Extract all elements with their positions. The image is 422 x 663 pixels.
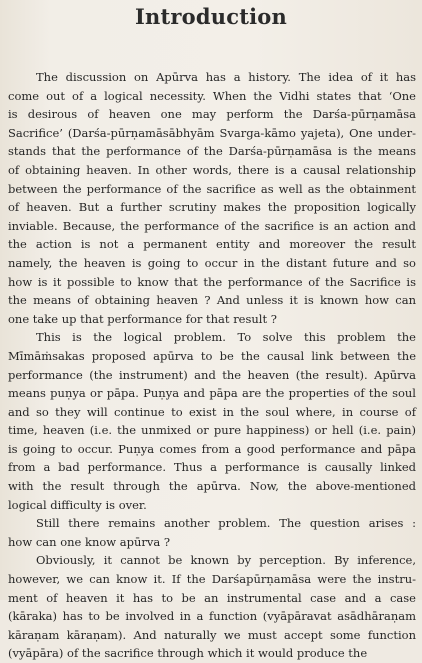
text-line: Still there remains another problem. The question arises : (36, 516, 416, 531)
text-line: Mīmāṁsakas proposed apūrva to be the causal link between the (8, 348, 416, 363)
text-line: time, heaven (i.e. the unmixed or pure happiness) or hell (i.e. pain) (8, 423, 416, 438)
text-line: from a bad performance. Thus a performance is causally linked (8, 460, 416, 475)
text-line: the action is not a permanent entity and moreover the result (8, 237, 416, 252)
paragraph (8, 551, 416, 663)
text-line: of heaven. But a further scrutiny makes the proposition logically (8, 200, 416, 215)
page-title: Introduction (135, 4, 287, 29)
paragraph (8, 514, 416, 551)
text-line: (kāraka) has to be involved in a function (vyāpāravat asādhāraṇam (8, 609, 416, 624)
text-line: one take up that performance for that result ? (8, 311, 277, 326)
text-line: logical difficulty is over. (8, 497, 147, 512)
text-line: with the result through the apūrva. Now, the above-mentioned (8, 479, 416, 494)
text-line: is desirous of heaven one may perform the Darśa-pūrṇamāsa (8, 107, 416, 122)
text-line: however, we can know it. If the Darśapūrṇamāsa were the instru- (8, 572, 416, 587)
page-body (8, 68, 416, 663)
text-line: The discussion on Apūrva has a history. The idea of it has (36, 70, 416, 84)
text-line: performance (the instrument) and the heaven (the result). Apūrva (8, 367, 416, 382)
text-line: (vyāpāra) of the sacrifice through which it would produce the (8, 646, 368, 661)
paragraph (8, 68, 416, 328)
text-line: of obtaining heaven. In other words, there is a causal relationship (8, 162, 416, 177)
text-line: Sacrifice’ (Darśa-pūrṇamāsābhyām Svarga-kāmo yajeta), One under- (8, 125, 416, 140)
text-line: namely, the heaven is going to occur in the distant future and so (8, 255, 416, 270)
text-line: is going to occur. Puṇya comes from a good performance and pāpa (8, 441, 416, 456)
text-line: between the performance of the sacrifice as well as the obtainment (8, 181, 416, 196)
text-line: This is the logical problem. To solve this problem the (36, 330, 416, 345)
text-line: kāraṇam kāraṇam). And naturally we must accept some function (8, 627, 416, 642)
text-line: inviable. Because, the performance of the sacrifice is an action and (8, 218, 416, 233)
text-line: stands that the performance of the Darśa-pūrṇamāsa is the means (8, 144, 416, 159)
text-line: ment of heaven it has to be an instrumental case and a case (8, 590, 416, 605)
paragraph (8, 328, 416, 514)
text-line: means puṇya or pāpa. Puṇya and pāpa are the properties of the soul (8, 386, 416, 401)
text-line: Obviously, it cannot be known by perception. By inference, (36, 553, 416, 568)
text-line: the means of obtaining heaven ? And unless it is known how can (8, 293, 416, 308)
text-line: how is it possible to know that the performance of the Sacrifice is (8, 274, 416, 289)
text-line: come out of a logical necessity. When the Vidhi states that ‘One (8, 88, 416, 103)
text-line: how can one know apūrva ? (8, 534, 171, 549)
text-line: and so they will continue to exist in the soul where, in course of (8, 404, 416, 419)
